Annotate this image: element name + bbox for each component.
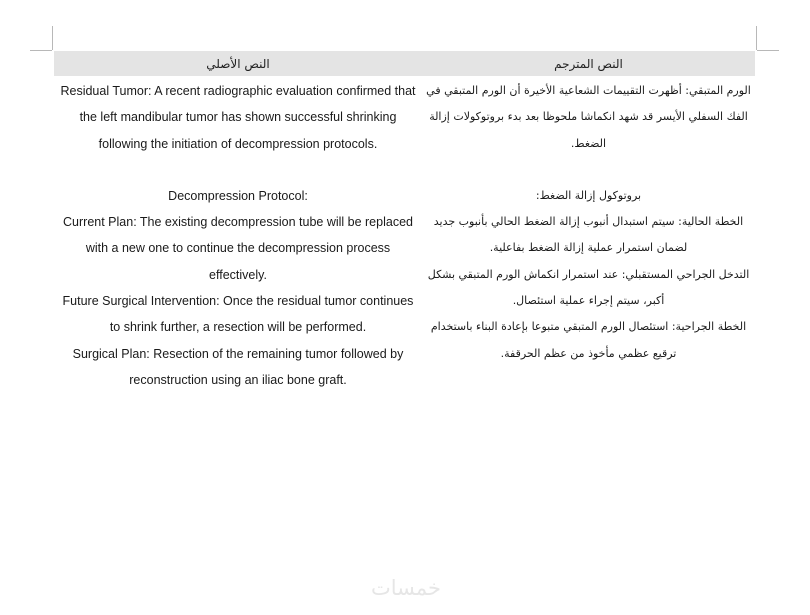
- original-text-cell: [54, 76, 422, 393]
- crop-mark-top-right-v: [756, 26, 757, 50]
- original-text-block: [54, 76, 422, 393]
- crop-mark-top-left-v: [52, 26, 53, 50]
- table-content-row: [54, 76, 755, 393]
- translated-residual-tumor: الورم المتبقي: أظهرت التقييمات الشعاعية الأخيرة أن الورم المتبقي في الفك السفلي الأيسر قد شهد انكماشا ملحوظا بعد بدء بروتوكولات إزالة الضغط.: [426, 84, 751, 150]
- khamsat-watermark-logo: خمسات: [370, 576, 442, 600]
- translated-protocol-heading: بروتوكول إزالة الضغط:: [535, 188, 642, 202]
- translated-text-cell: [422, 76, 755, 393]
- translated-surgical-plan: الخطة الجراحية: استئصال الورم المتبقي متبوعا بإعادة البناء باستخدام ترقيع عظمي مأخوذ من عظم الحرقفة.: [430, 320, 747, 360]
- original-future-intervention: Future Surgical Intervention: Once the residual tumor continues to shrink further, a resection will be performed.: [62, 294, 414, 335]
- header-translated-text: النص المترجم: [422, 51, 755, 76]
- translated-future-intervention: التدخل الجراحي المستقبلي: عند استمرار انكماش الورم المتبقي بشكل أكبر، سيتم إجراء عملية استئصال.: [427, 267, 750, 308]
- original-residual-tumor: Residual Tumor: A recent radiographic evaluation confirmed that the left mandibular tumor has shown successful shrinking following the initiation of decompression protocols.: [60, 84, 416, 151]
- paragraph-spacer: [58, 157, 418, 183]
- paragraph-spacer: [426, 157, 751, 183]
- crop-mark-top-left-h: [30, 50, 52, 51]
- translation-table: [54, 51, 755, 393]
- table-header-row: [54, 51, 755, 76]
- translated-current-plan: الخطة الحالية: سيتم استبدال أنبوب إزالة الضغط الحالي بأنبوب جديد لضمان استمرار عملية إزالة الضغط بفاعلية.: [433, 215, 744, 255]
- translated-text-block: [422, 76, 755, 367]
- header-original-text: النص الأصلي: [54, 51, 422, 76]
- original-surgical-plan: Surgical Plan: Resection of the remaining tumor followed by reconstruction using an iliac bone graft.: [72, 346, 404, 387]
- original-current-plan: Current Plan: The existing decompression tube will be replaced with a new one to continue the decompression process effectively.: [63, 215, 413, 282]
- crop-mark-top-right-h: [757, 50, 779, 51]
- original-protocol-heading: Decompression Protocol:: [168, 188, 308, 203]
